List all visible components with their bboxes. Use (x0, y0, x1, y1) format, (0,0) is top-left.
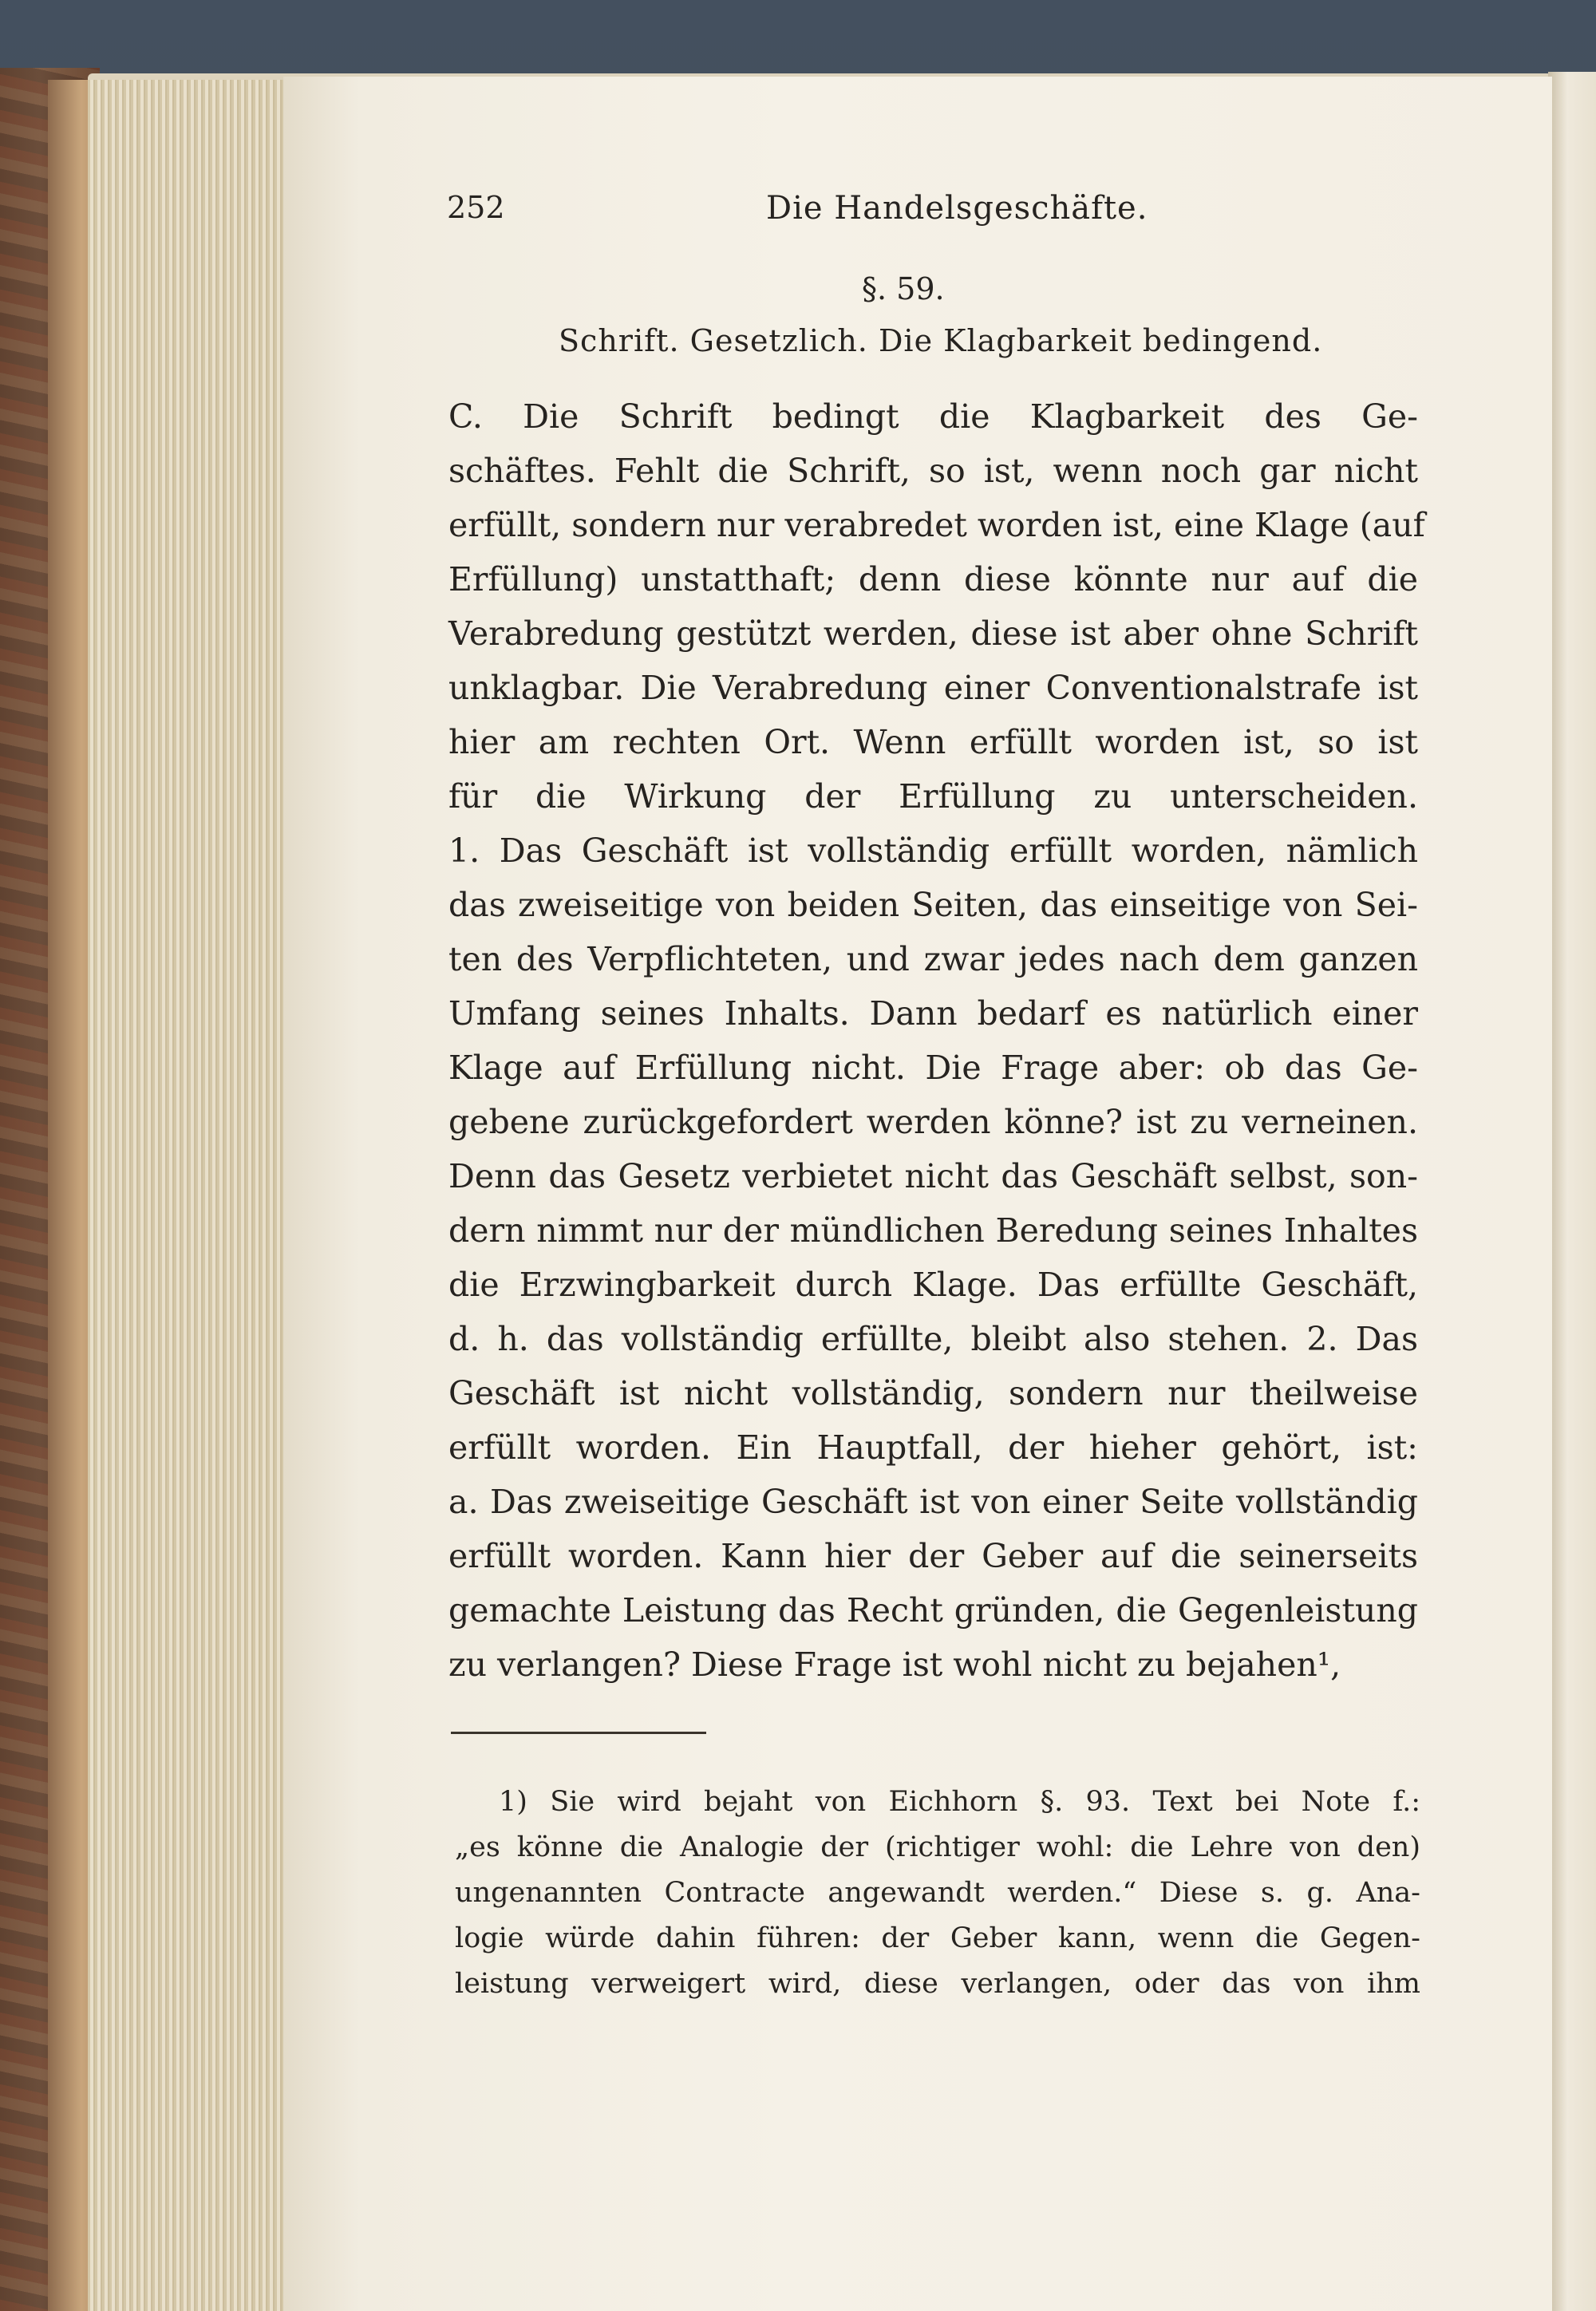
body-line: Umfang seines Inhalts. Dann bedarf es natürlich einer (448, 994, 1418, 1033)
body-line: unklagbar. Die Verabredung einer Conventionalstrafe ist (448, 669, 1418, 707)
body-line: hier am rechten Ort. Wenn erfüllt worden ist, so ist (448, 723, 1418, 761)
footnotes (455, 1780, 1420, 2007)
footnote-line: leistung verweigert wird, diese verlangen, oder das von ihm (455, 1968, 1420, 2000)
footnote-line: logie würde dahin führen: der Geber kann, wenn die Gegen- (455, 1922, 1420, 1954)
body-line: erfüllt worden. Kann hier der Geber auf die seinerseits (448, 1537, 1418, 1575)
body-line: für die Wirkung der Erfüllung zu unterscheiden. (448, 777, 1418, 816)
running-head: Die Handelsgeschäfte. (766, 190, 1148, 227)
body-line: dern nimmt nur der mündlichen Beredung seines Inhaltes (448, 1211, 1418, 1250)
body-line: 1. Das Geschäft ist vollständig erfüllt worden, nämlich (448, 832, 1418, 870)
body-line: Denn das Gesetz verbietet nicht das Geschäft selbst, son- (448, 1157, 1418, 1195)
body-line: Klage auf Erfüllung nicht. Die Frage aber: ob das Ge- (448, 1049, 1418, 1087)
body-line: Verabredung gestützt werden, diese ist aber ohne Schrift (448, 614, 1418, 653)
facing-page-edge (1548, 72, 1596, 2311)
page-number: 252 (447, 190, 505, 225)
body-line: a. Das zweiseitige Geschäft ist von einer Seite vollständig (448, 1483, 1418, 1521)
body-line: gebene zurückgefordert werden könne? ist zu verneinen. (448, 1103, 1418, 1141)
body-line: C. Die Schrift bedingt die Klagbarkeit des Ge- (448, 397, 1418, 436)
body-line: d. h. das vollständig erfüllte, bleibt also stehen. 2. Das (448, 1320, 1418, 1358)
body-line: erfüllt, sondern nur verabredet worden ist, eine Klage (auf (448, 506, 1425, 544)
body-line: schäftes. Fehlt die Schrift, so ist, wenn noch gar nicht (448, 452, 1418, 490)
footnote-divider (451, 1732, 706, 1734)
body-line: ten des Verpflichteten, und zwar jedes nach dem ganzen (448, 940, 1418, 978)
body-line: die Erzwingbarkeit durch Klage. Das erfüllte Geschäft, (448, 1266, 1418, 1304)
page-header (447, 190, 1548, 238)
section-title: Schrift. Gesetzlich. Die Klagbarkeit bedingend. (559, 323, 1323, 358)
footnote-line: 1) Sie wird bejaht von Eichhorn §. 93. Text bei Note f.: (499, 1786, 1420, 1818)
footnote-line: „es könne die Analogie der (richtiger wohl: die Lehre von den) (455, 1831, 1420, 1863)
body-line: Geschäft ist nicht vollständig, sondern nur theilweise (448, 1374, 1418, 1412)
body-line: das zweiseitige von beiden Seiten, das einseitige von Sei- (448, 886, 1418, 924)
page-edges (88, 80, 287, 2311)
body-line: gemachte Leistung das Recht gründen, die Gegenleistung (448, 1591, 1418, 1630)
body-line: Erfüllung) unstatthaft; denn diese könnte nur auf die (448, 560, 1418, 598)
body-line: erfüllt worden. Ein Hauptfall, der hieher gehört, ist: (448, 1428, 1418, 1467)
footnote-line: ungenannten Contracte angewandt werden.“ Diese s. g. Ana- (455, 1877, 1420, 1909)
body-line: zu verlangen? Diese Frage ist wohl nicht zu bejahen¹, (448, 1645, 1341, 1684)
body-text (448, 389, 1425, 1692)
section-number: §. 59. (862, 271, 945, 306)
